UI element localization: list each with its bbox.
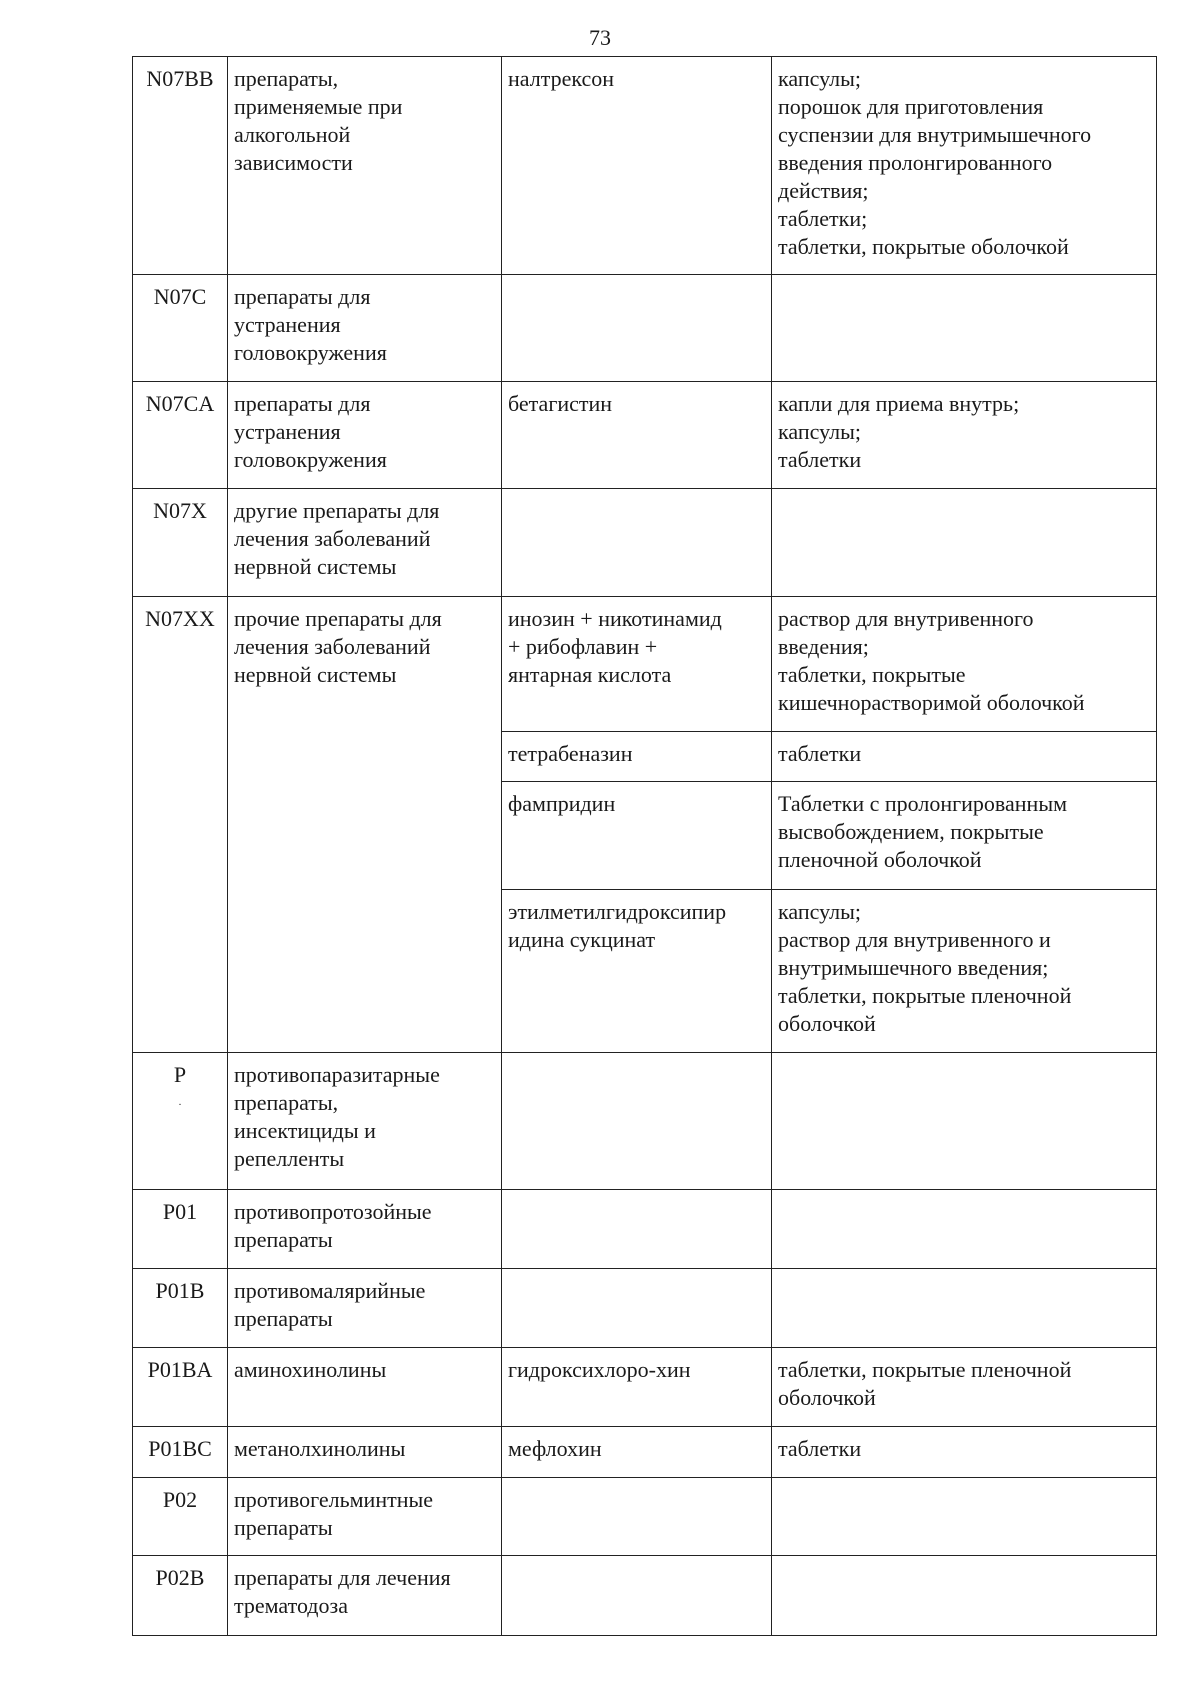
atc-code: N07XX [133, 597, 228, 1053]
dosage-forms [772, 1478, 1157, 1556]
drug-name: гидроксихлоро-хин [502, 1348, 772, 1427]
drug-name [502, 489, 772, 597]
table-row [133, 382, 1157, 489]
table-row [133, 1190, 1157, 1269]
atc-code: P01 [133, 1190, 228, 1269]
page-number: 73 [589, 25, 611, 50]
atc-code: P02B [133, 1556, 228, 1636]
dosage-forms: капсулы; порошок для приготовления суспензии для внутримышечного введения пролонгированного действия; таблетки; таблетки, покрытые оболочкой [772, 57, 1157, 275]
drug-name: фампридин [502, 782, 772, 890]
table-row [133, 1348, 1157, 1427]
drug-name [502, 1556, 772, 1636]
drug-name [502, 1269, 772, 1348]
drug-name [502, 1190, 772, 1269]
scan-dot: . [178, 1097, 182, 1108]
table-row [133, 1053, 1157, 1190]
table-row [133, 275, 1157, 382]
table-row [133, 1478, 1157, 1556]
group-name: прочие препараты для лечения заболеваний нервной системы [228, 597, 502, 1053]
dosage-forms [772, 489, 1157, 597]
drug-name: мефлохин [502, 1427, 772, 1478]
dosage-forms: раствор для внутривенного введения; таблетки, покрытые кишечнорастворимой оболочкой [772, 597, 1157, 732]
dosage-forms: Таблетки с пролонгированным высвобождением, покрытые пленочной оболочкой [772, 782, 1157, 890]
table-row [133, 1556, 1157, 1636]
group-name: противопаразитарные препараты, инсектициды и репелленты [228, 1053, 502, 1190]
group-name: метанолхинолины [228, 1427, 502, 1478]
drug-name: налтрексон [502, 57, 772, 275]
group-name: препараты для устранения головокружения [228, 382, 502, 489]
atc-code: N07C [133, 275, 228, 382]
group-name: противомалярийные препараты [228, 1269, 502, 1348]
group-name: препараты для лечения трематодоза [228, 1556, 502, 1636]
dosage-forms: капли для приема внутрь; капсулы; таблетки [772, 382, 1157, 489]
table-row [133, 597, 1157, 732]
group-name: аминохинолины [228, 1348, 502, 1427]
drug-table [132, 56, 1157, 1636]
table-row [133, 1427, 1157, 1478]
atc-code: P01B [133, 1269, 228, 1348]
table-row [133, 1269, 1157, 1348]
group-name: препараты, применяемые при алкогольной зависимости [228, 57, 502, 275]
drug-name: тетрабеназин [502, 732, 772, 782]
dosage-forms [772, 1190, 1157, 1269]
dosage-forms: таблетки [772, 732, 1157, 782]
atc-code: P01BC [133, 1427, 228, 1478]
drug-name: бетагистин [502, 382, 772, 489]
atc-code: P . [133, 1053, 228, 1190]
dosage-forms: таблетки, покрытые пленочной оболочкой [772, 1348, 1157, 1427]
table-row [133, 489, 1157, 597]
drug-name [502, 275, 772, 382]
drug-name: инозин + никотинамид + рибофлавин + янтарная кислота [502, 597, 772, 732]
drug-name: этилметилгидроксипир идина сукцинат [502, 890, 772, 1053]
group-name: препараты для устранения головокружения [228, 275, 502, 382]
drug-name [502, 1053, 772, 1190]
atc-code: P01BA [133, 1348, 228, 1427]
dosage-forms [772, 1053, 1157, 1190]
group-name: противопротозойные препараты [228, 1190, 502, 1269]
dosage-forms: таблетки [772, 1427, 1157, 1478]
group-name: другие препараты для лечения заболеваний нервной системы [228, 489, 502, 597]
atc-code: N07X [133, 489, 228, 597]
dosage-forms [772, 1269, 1157, 1348]
atc-code: N07CA [133, 382, 228, 489]
drug-name [502, 1478, 772, 1556]
table-row [133, 57, 1157, 275]
dosage-forms [772, 1556, 1157, 1636]
dosage-forms [772, 275, 1157, 382]
dosage-forms: капсулы; раствор для внутривенного и внутримышечного введения; таблетки, покрытые пленочной оболочкой [772, 890, 1157, 1053]
atc-code: N07BB [133, 57, 228, 275]
group-name: противогельминтные препараты [228, 1478, 502, 1556]
atc-code: P02 [133, 1478, 228, 1556]
